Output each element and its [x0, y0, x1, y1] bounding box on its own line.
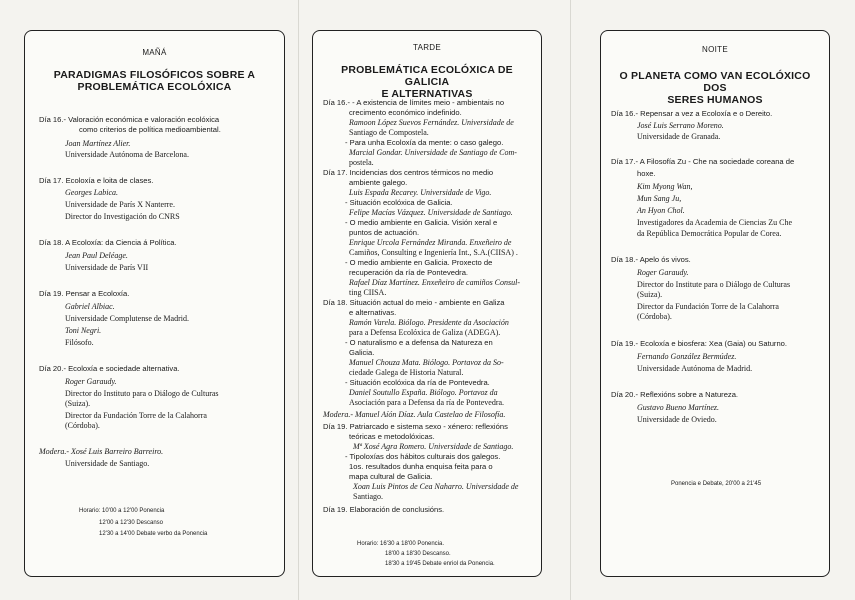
program-line: - Tipoloxías dos hábitos culturais dos galegos.: [345, 452, 501, 461]
panel-afternoon: [312, 30, 542, 577]
program-line: Día 20.- Reflexións sobre a Natureza.: [611, 390, 739, 399]
schedule-line: 12'00 a 12'30 Descanso: [99, 520, 164, 526]
program-line: Luis Espada Recarey. Universidade de Vigo.: [349, 188, 492, 197]
program-line: Daniel Soutullo España. Biólogo. Portavoz da: [349, 388, 498, 397]
program-line: Universidade Complutense de Madrid.: [65, 314, 189, 323]
program-line: - Situación ecolóxica da ría de Pontevedra.: [345, 378, 490, 387]
program-line: Galicia.: [349, 348, 375, 357]
program-line: Universidade de Oviedo.: [637, 415, 717, 424]
program-line: e alternativas.: [349, 308, 397, 317]
program-line: Día 19.- Ecoloxía e biosfera: Xea (Gaia) ou Saturno.: [611, 339, 788, 348]
program-line: Joan Martínez Alier.: [65, 139, 131, 148]
program-line: teóricas e metodolóxicas.: [349, 432, 435, 441]
program-line: José Luis Serrano Moreno.: [637, 121, 724, 130]
program-line: Ramoon López Suevos Fernández. Universidade de: [349, 118, 514, 127]
program-line: Filósofo.: [65, 338, 94, 347]
program-line: Universidade de Santiago.: [65, 459, 150, 468]
program-line: Toni Negri.: [65, 326, 102, 335]
program-line: mapa cultural de Galicia.: [349, 472, 433, 481]
program-line: postela.: [349, 158, 374, 167]
program-line: Día 16.- Repensar a vez a Ecoloxía e o Dereito.: [611, 109, 773, 118]
program-line: (Córdoba).: [65, 421, 100, 430]
program-line: (Suiza).: [637, 290, 663, 299]
program-line: Gabriel Albiac.: [65, 302, 115, 311]
program-line: Rafael Díaz Martínez. Enxeñeiro de camiños Consul-: [349, 278, 521, 287]
program-line: Santiago de Compostela.: [349, 128, 429, 137]
program-line: Día 19. Patriarcado e sistema sexo - xénero: reflexións: [323, 422, 508, 431]
program-line: Universidade de París X Nanterre.: [65, 200, 175, 209]
program-line: (Córdoba).: [637, 312, 672, 321]
program-line: (Suiza).: [65, 399, 91, 408]
program-line: puntos de actuación.: [349, 228, 420, 237]
panel-night: [600, 30, 830, 577]
program-line: Día 17.- A Filosofía Zu - Che na sociedade coreana de: [611, 157, 795, 166]
fold-line-right: [570, 0, 571, 600]
program-line: Mun Sang Ju,: [637, 194, 682, 203]
panel-title: TARDE: [412, 43, 442, 52]
program-line: Camiños, Consulting e Ingeniería Int., S.A.(CIISA) .: [349, 248, 518, 257]
program-line: Santiago.: [353, 492, 383, 501]
program-line: Director do Investigación do CNRS: [65, 212, 180, 221]
fold-line-left: [298, 0, 299, 600]
program-line: Director do Instituto para o Diálogo de Culturas: [65, 389, 219, 398]
panel-title: NOITE: [702, 45, 728, 54]
program-line: crecimento económico indefinido.: [349, 108, 462, 117]
schedule-line: Ponencia e Debate, 20'00 a 21'45: [671, 481, 762, 487]
program-line: ting CIISA.: [349, 288, 387, 297]
program-line: Día 19. Pensar a Ecoloxía.: [39, 289, 130, 298]
program-line: Día 16.- Valoración económica e valoración ecolóxica: [39, 115, 220, 124]
heading-line-2: E ALTERNATIVAS: [381, 88, 473, 100]
program-line: Día 19. Elaboración de conclusións.: [323, 505, 445, 514]
heading-line-2: PROBLEMÁTICA ECOLÓXICA: [77, 81, 232, 93]
program-line: Felipe Macías Vázquez. Universidade de Santiago.: [349, 208, 513, 217]
program-line: Fernando González Bermúdez.: [637, 352, 737, 361]
heading-line-2: SERES HUMANOS: [667, 94, 763, 106]
panel-heading: [607, 70, 823, 106]
program-line: Día 17. Ecoloxía e loita de clases.: [39, 176, 154, 185]
schedule-line: Horario: 16'30 a 18'00 Ponencia.: [357, 541, 445, 547]
program-line: - Para unha Ecoloxía da mente: o caso galego.: [345, 138, 504, 147]
program-line: hoxe.: [637, 169, 656, 178]
program-line: Roger Garaudy.: [637, 268, 689, 277]
panel-title: MAÑÁ: [142, 48, 167, 57]
program-line: Día 20.- Ecoloxía e sociedade alternativa.: [39, 364, 180, 373]
program-line: Modera.- Xosé Luis Barreiro Barreiro.: [39, 447, 164, 456]
program-line: Universidade de Granada.: [637, 132, 721, 141]
program-line: Día 18.- Apelo ós vivos.: [611, 255, 691, 264]
program-line: Director da Fundación Torre de la Calahorra: [65, 411, 207, 420]
program-line: como criterios de política medioambiental.: [79, 125, 221, 134]
program-line: Universidade de París VII: [65, 263, 149, 272]
panel-heading: [319, 64, 535, 100]
program-line: Modera.- Manuel Aíón Díaz. Aula Castelao de Filosofía.: [323, 410, 506, 419]
heading-line-1: PROBLEMÁTICA ECOLÓXICA DE GALICIA: [341, 64, 513, 88]
program-line: da República Democrática Popular de Corea.: [637, 229, 782, 238]
program-line: Roger Garaudy.: [65, 377, 117, 386]
program-line: ciedade Galega de Historia Natural.: [349, 368, 464, 377]
heading-line-1: PARADIGMAS FILOSÓFICOS SOBRE A: [53, 69, 256, 81]
program-line: Xoan Luis Pintos de Cea Naharro. Universidade de: [353, 482, 519, 491]
program-line: Día 16.- - A existencia de límites meio - ambientais no: [323, 98, 505, 107]
program-line: Día 18. A Ecoloxía: da Ciencia á Política.: [39, 238, 177, 247]
program-line: - Situación ecolóxica de Galicia.: [345, 198, 453, 207]
program-line: Asociación para a Defensa da ría de Pontevedra.: [349, 398, 505, 407]
program-line: Universidade Autónoma de Barcelona.: [65, 150, 189, 159]
schedule-line: Horario: 10'00 a 12'00 Ponencia: [79, 508, 165, 514]
schedule-line: 12'30 a 14'00 Debate verbo da Ponencia: [99, 531, 208, 537]
program-line: Kim Myong Wan,: [637, 182, 693, 191]
program-line: Investigadores da Academia de Ciencias Zu Che: [637, 218, 793, 227]
schedule-line: 18'30 a 19'45 Debate enriol da Ponencia.: [385, 561, 495, 567]
program-line: Gustavo Bueno Martínez.: [637, 403, 719, 412]
program-line: Ramón Varela. Biólogo. Presidente da Asociación: [349, 318, 509, 327]
program-line: recuperación da ría de Pontevedra.: [349, 268, 469, 277]
program-line: Director da Fundación Torre de la Calahorra: [637, 302, 779, 311]
program-line: Día 18. Situación actual do meio - ambiente en Galiza: [323, 298, 505, 307]
schedule-line: 18'00 a 18'30 Descanso.: [385, 551, 451, 557]
program-line: Manuel Chouza Mata. Biólogo. Portavoz da So-: [349, 358, 504, 367]
program-line: ambiente galego.: [349, 178, 408, 187]
program-line: Jean Paul Deléage.: [65, 251, 128, 260]
program-line: Director do Institute para o Diálogo de Culturas: [637, 280, 791, 289]
program-line: Mª Xosé Agra Romero. Universidade de Santiago.: [353, 442, 514, 451]
panel-heading: [39, 69, 270, 93]
program-line: Marcial Gondar. Universidade de Santiago de Com-: [349, 148, 517, 157]
program-line: - O medio ambiente en Galicia. Visión xeral e: [345, 218, 498, 227]
program-line: 1os. resultados dunha enquisa feita para o: [349, 462, 493, 471]
program-line: - O naturalismo e a defensa da Natureza en: [345, 338, 493, 347]
heading-line-1: O PLANETA COMO VAN ECOLÓXICO DOS: [619, 70, 811, 94]
program-line: para a Defensa Ecolóxica de Galiza (ADEGA).: [349, 328, 501, 337]
program-line: An Hyon Chol.: [637, 206, 685, 215]
program-line: Universidade Autónoma de Madrid.: [637, 364, 753, 373]
program-line: Georges Labica.: [65, 188, 119, 197]
program-line: Enrique Urcola Fernández Miranda. Enxeñeiro de: [349, 238, 512, 247]
program-line: - O medio ambiente en Galicia. Proxecto de: [345, 258, 493, 267]
program-line: Día 17. Incidencias dos centros térmicos no medio: [323, 168, 494, 177]
panel-morning: [24, 30, 285, 577]
